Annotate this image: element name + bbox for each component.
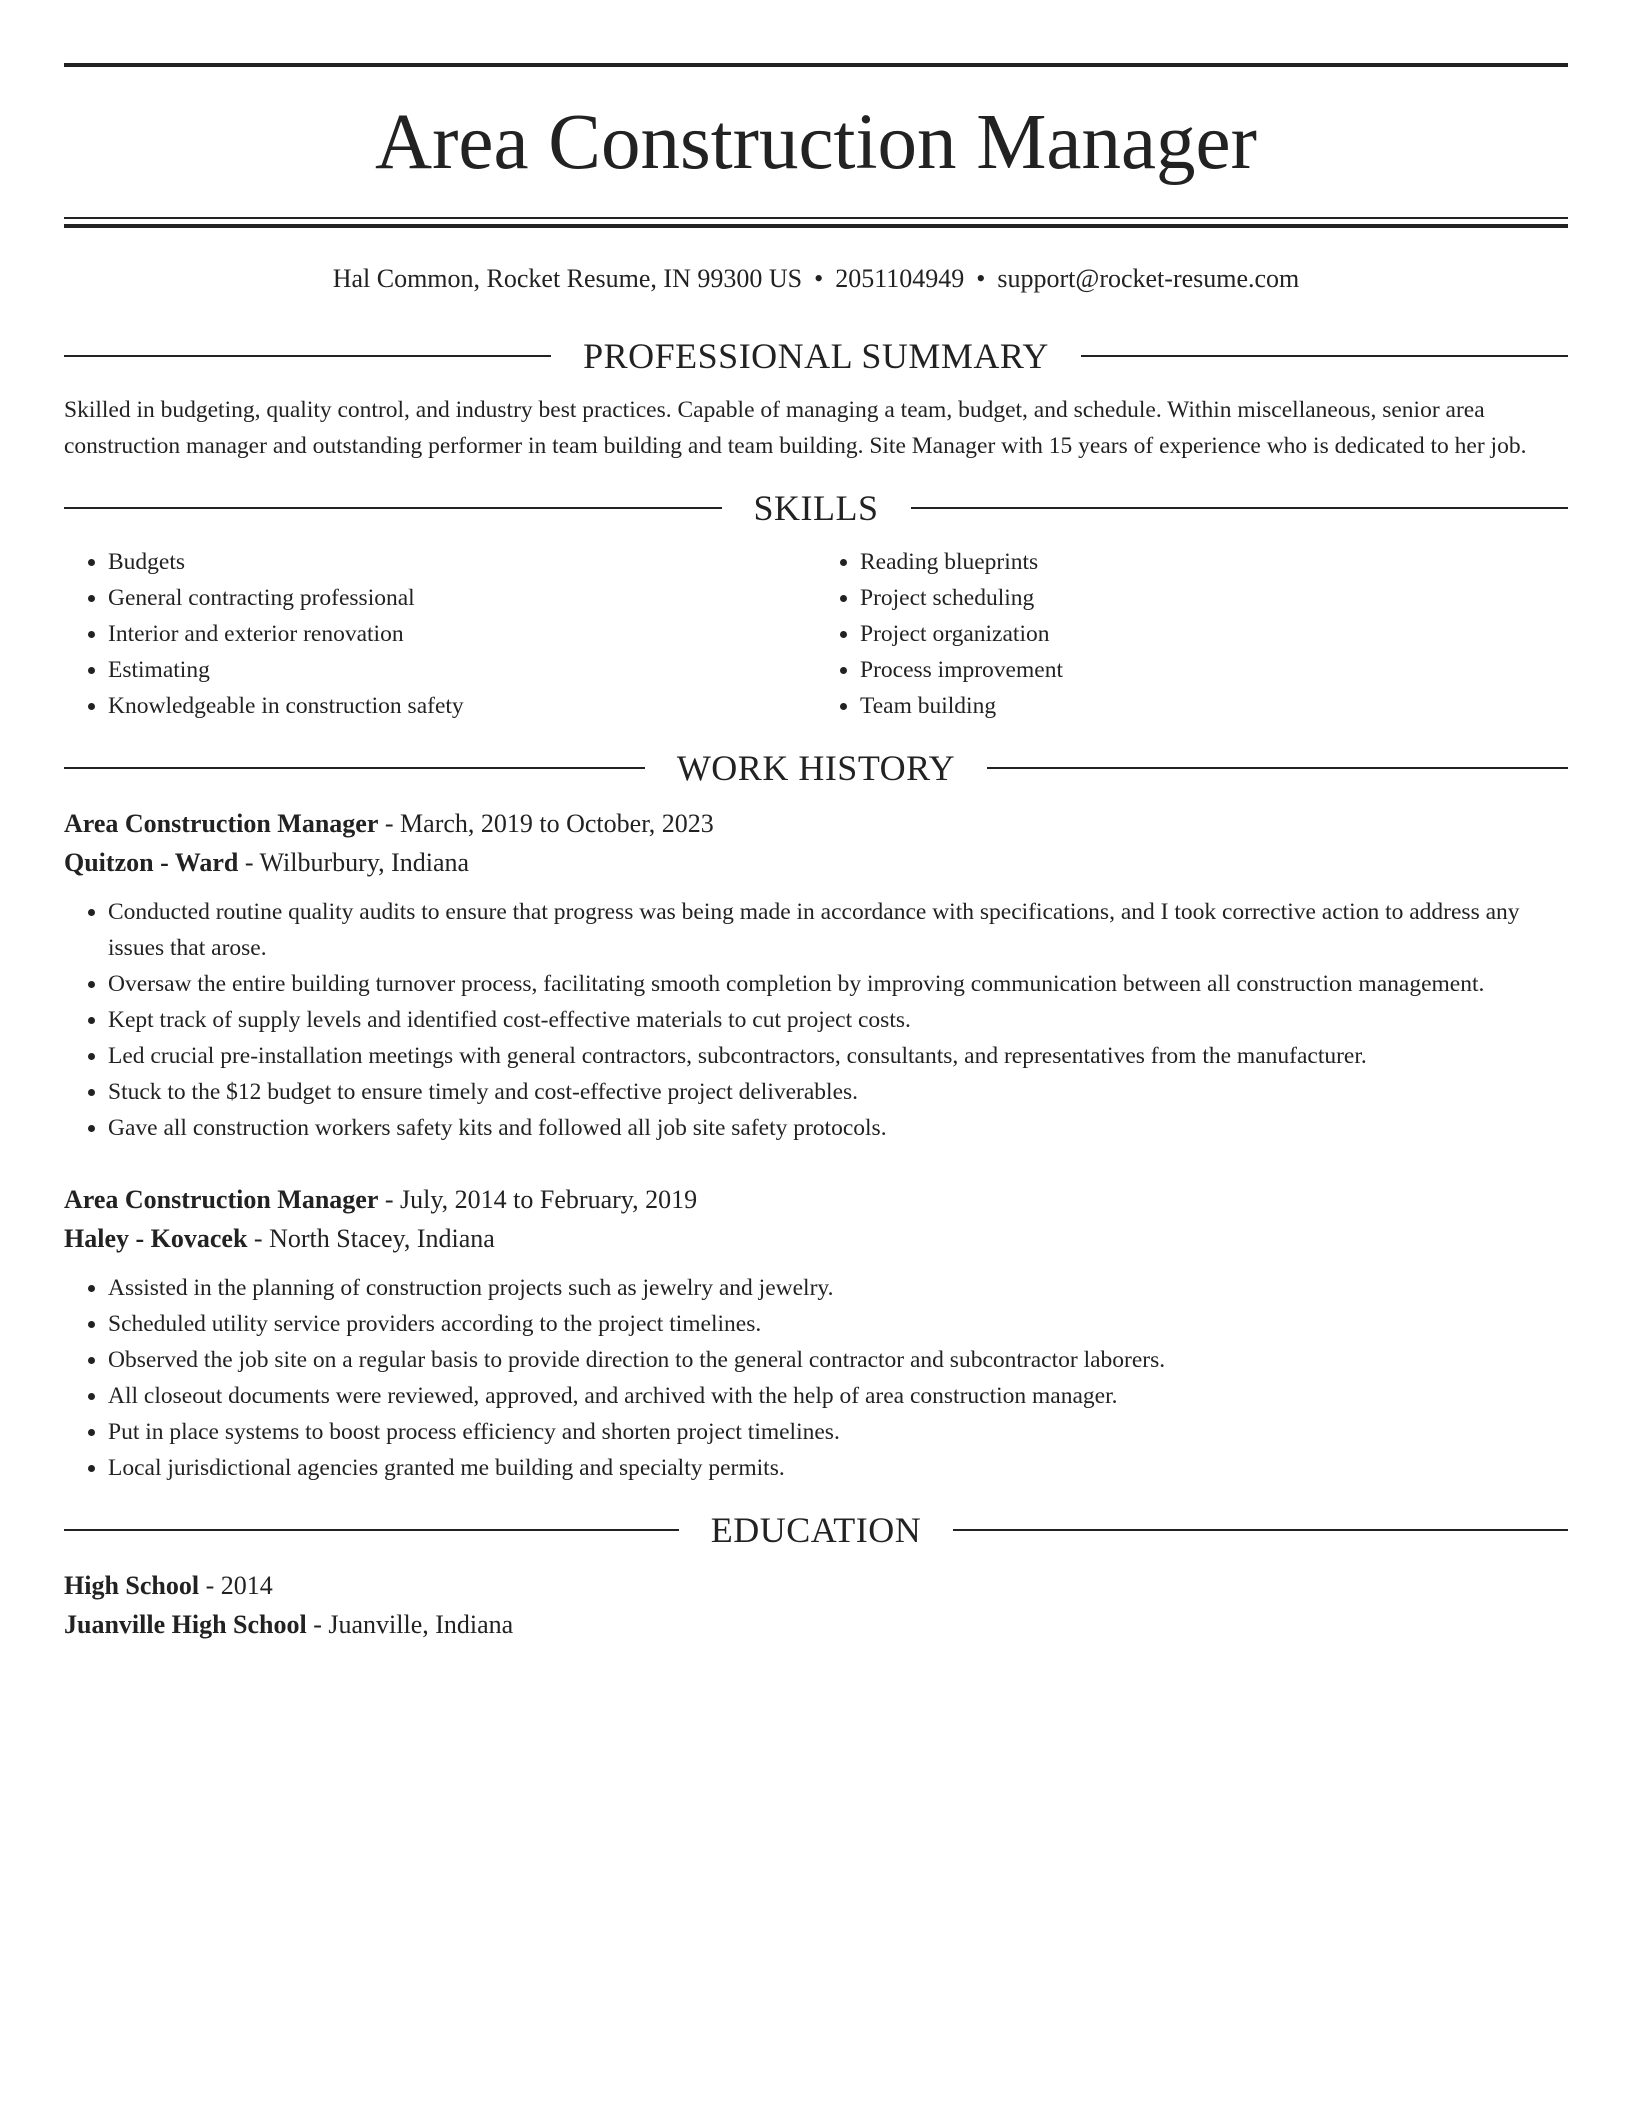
skill-item: • Project scheduling	[860, 580, 1568, 616]
job-title-line	[64, 804, 1568, 843]
job-title: Area Construction Manager	[64, 809, 379, 838]
education-entry	[64, 1566, 1568, 1644]
contact-separator: •	[976, 264, 986, 293]
education-degree: High School	[64, 1571, 200, 1600]
job-bullet: • Local jurisdictional agencies granted me building and specialty permits.	[108, 1450, 1568, 1486]
skill-item: • Interior and exterior renovation	[108, 616, 816, 652]
section-rule-left	[64, 355, 551, 357]
contact-separator: •	[814, 264, 824, 293]
contact-address: Hal Common, Rocket Resume, IN 99300 US	[332, 264, 803, 293]
job-company: Haley - Kovacek	[64, 1224, 248, 1253]
job-bullet: • Led crucial pre-installation meetings with general contractors, subcontractors, consultants, and representatives from the manufacturer.	[108, 1038, 1568, 1074]
section-rule-right	[1081, 355, 1568, 357]
job-bullet: • Gave all construction workers safety kits and followed all job site safety protocols.	[108, 1110, 1568, 1146]
job-entry	[64, 804, 1568, 1146]
section-header-work	[64, 746, 1568, 790]
job-dates: - March, 2019 to October, 2023	[378, 809, 714, 838]
skill-item: • Team building	[860, 688, 1568, 724]
job-dates: - July, 2014 to February, 2019	[378, 1185, 698, 1214]
job-bullet: • Assisted in the planning of construction projects such as jewelry and jewelry.	[108, 1270, 1568, 1306]
job-bullet: • All closeout documents were reviewed, approved, and archived with the help of area construction manager.	[108, 1378, 1568, 1414]
job-location: - Wilburbury, Indiana	[238, 848, 470, 877]
skills-list-left	[64, 544, 816, 724]
job-title: Area Construction Manager	[64, 1185, 379, 1214]
education-degree-line	[64, 1566, 1568, 1605]
education-school: Juanville High School	[64, 1610, 307, 1639]
skill-item: • Estimating	[108, 652, 816, 688]
section-rule-left	[64, 1529, 679, 1531]
education-year: - 2014	[199, 1571, 273, 1600]
section-title-education: EDUCATION	[710, 1510, 922, 1550]
job-company-line	[64, 1219, 1568, 1258]
resume-title: Area Construction Manager	[375, 99, 1257, 186]
skill-item: • Budgets	[108, 544, 816, 580]
title-double-rule	[64, 217, 1568, 228]
section-header-skills	[64, 486, 1568, 530]
skill-item: • Process improvement	[860, 652, 1568, 688]
skill-item: • Project organization	[860, 616, 1568, 652]
section-title-work: WORK HISTORY	[676, 748, 956, 788]
job-bullet: • Scheduled utility service providers according to the project timelines.	[108, 1306, 1568, 1342]
job-bullet: • Stuck to the $12 budget to ensure timely and cost-effective project deliverables.	[108, 1074, 1568, 1110]
job-company: Quitzon - Ward	[64, 848, 239, 877]
contact-line	[64, 262, 1568, 296]
section-title-skills: SKILLS	[753, 488, 879, 528]
job-bullet: • Kept track of supply levels and identified cost-effective materials to cut project costs.	[108, 1002, 1568, 1038]
job-company-line	[64, 843, 1568, 882]
skills-list-right	[816, 544, 1568, 724]
section-rule-left	[64, 767, 645, 769]
section-rule-right	[987, 767, 1568, 769]
skill-item: • Reading blueprints	[860, 544, 1568, 580]
contact-email: support@rocket-resume.com	[997, 264, 1300, 293]
job-bullet: • Put in place systems to boost process efficiency and shorten project timelines.	[108, 1414, 1568, 1450]
contact-phone: 2051104949	[835, 264, 965, 293]
job-bullet: • Conducted routine quality audits to ensure that progress was being made in accordance with specifications, and I took corrective action to address any issues that arose.	[108, 894, 1568, 966]
section-rule-right	[953, 1529, 1568, 1531]
section-title-summary: PROFESSIONAL SUMMARY	[583, 336, 1049, 376]
skills-columns	[64, 544, 1568, 724]
job-bullet: • Observed the job site on a regular basis to provide direction to the general contractor and subcontractor laborers.	[108, 1342, 1568, 1378]
skill-item: • Knowledgeable in construction safety	[108, 688, 816, 724]
education-school-line	[64, 1605, 1568, 1644]
job-bullet: • Oversaw the entire building turnover process, facilitating smooth completion by improving communication between all construction management.	[108, 966, 1568, 1002]
job-title-line	[64, 1180, 1568, 1219]
job-location: - North Stacey, Indiana	[247, 1224, 495, 1253]
section-header-education	[64, 1508, 1568, 1552]
job-entry	[64, 1180, 1568, 1486]
job-bullets	[64, 894, 1568, 1146]
section-rule-right	[911, 507, 1569, 509]
section-rule-left	[64, 507, 722, 509]
summary-text: Skilled in budgeting, quality control, and industry best practices. Capable of managing a team, budget, and schedule. Within miscellaneous, senior area construction manager and outstanding performer in team building and team building. Site Manager with 15 years of experience who is dedicated to her job.	[64, 397, 1527, 459]
top-rule	[64, 63, 1568, 67]
skill-item: • General contracting professional	[108, 580, 816, 616]
education-location: - Juanville, Indiana	[306, 1610, 514, 1639]
section-header-summary	[64, 334, 1568, 378]
job-bullets	[64, 1270, 1568, 1486]
